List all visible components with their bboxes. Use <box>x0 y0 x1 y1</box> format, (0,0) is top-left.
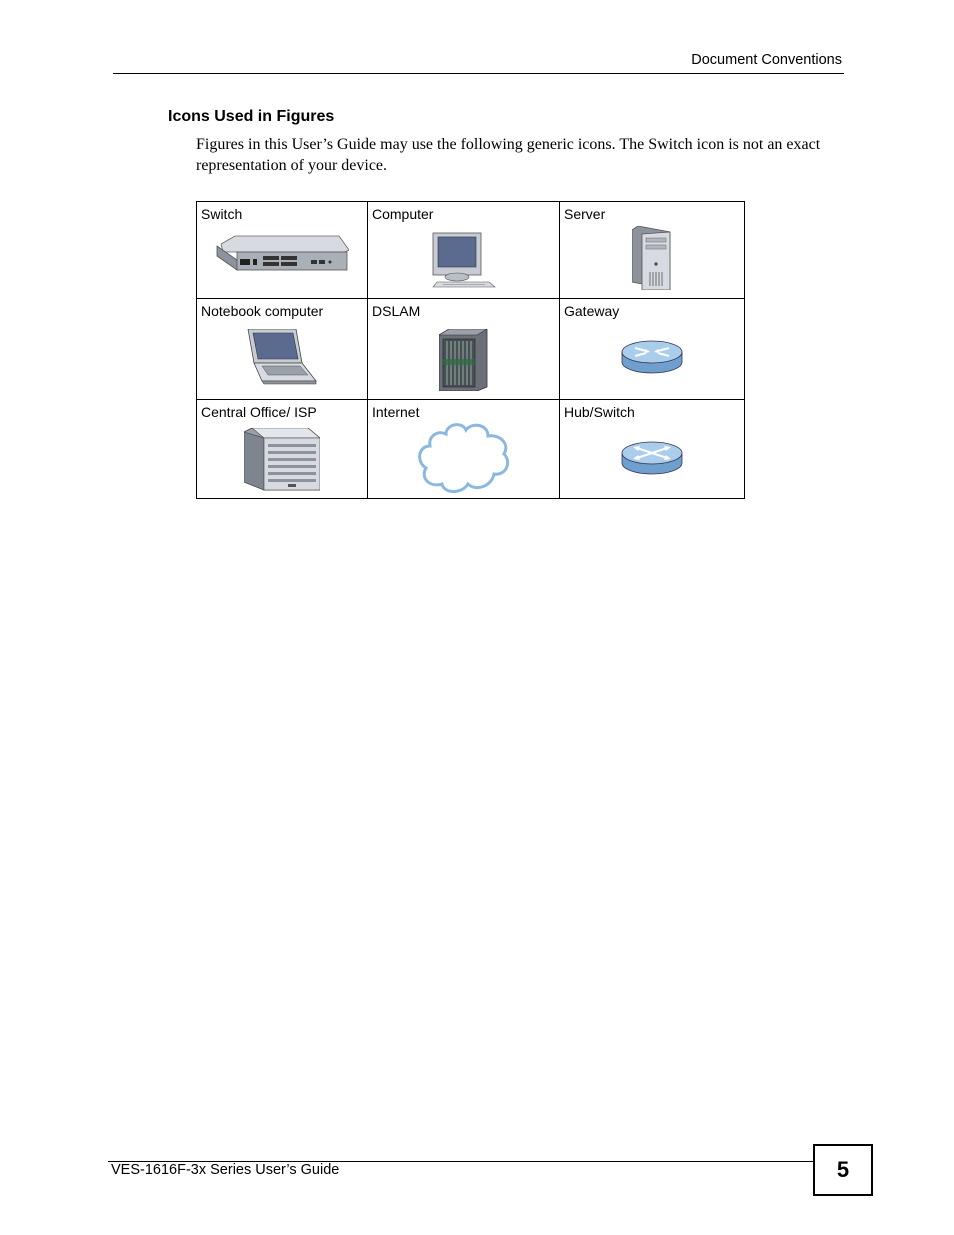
cloud-icon <box>416 422 512 496</box>
icon-cell-central-office <box>197 400 368 499</box>
central-office-icon <box>244 428 320 492</box>
icons-table <box>196 201 745 499</box>
header-divider <box>113 73 844 74</box>
icon-label: Server <box>564 206 606 222</box>
icon-cell-notebook <box>197 299 368 400</box>
icon-label: Computer <box>372 206 434 222</box>
icon-cell-hub-switch <box>560 400 745 499</box>
icon-cell-internet <box>368 400 560 499</box>
icon-label: Switch <box>201 206 243 222</box>
icon-cell-server <box>560 202 745 299</box>
running-header: Document Conventions <box>691 52 842 68</box>
gateway-icon <box>621 339 683 375</box>
icon-cell-switch <box>197 202 368 299</box>
icon-cell-dslam <box>368 299 560 400</box>
section-heading: Icons Used in Figures <box>168 108 335 125</box>
icon-label: Hub/Switch <box>564 404 635 420</box>
footer-guide-title: VES-1616F-3x Series User’s Guide <box>111 1162 340 1178</box>
server-icon <box>632 226 672 290</box>
icon-label: Central Office/ ISP <box>201 404 317 420</box>
icon-label: Notebook computer <box>201 303 324 319</box>
switch-icon <box>215 234 349 272</box>
icon-cell-computer <box>368 202 560 299</box>
icon-label: Internet <box>372 404 420 420</box>
notebook-icon <box>246 329 318 385</box>
icon-label: Gateway <box>564 303 620 319</box>
hub-switch-icon <box>621 440 683 476</box>
dslam-icon <box>439 329 489 391</box>
page-number: 5 <box>813 1144 873 1196</box>
computer-icon <box>431 232 497 288</box>
intro-paragraph: Figures in this User’s Guide may use the following generic icons. The Switch icon is not an exact representation of your device. <box>196 136 821 174</box>
icon-label: DSLAM <box>372 303 421 319</box>
icon-cell-gateway <box>560 299 745 400</box>
